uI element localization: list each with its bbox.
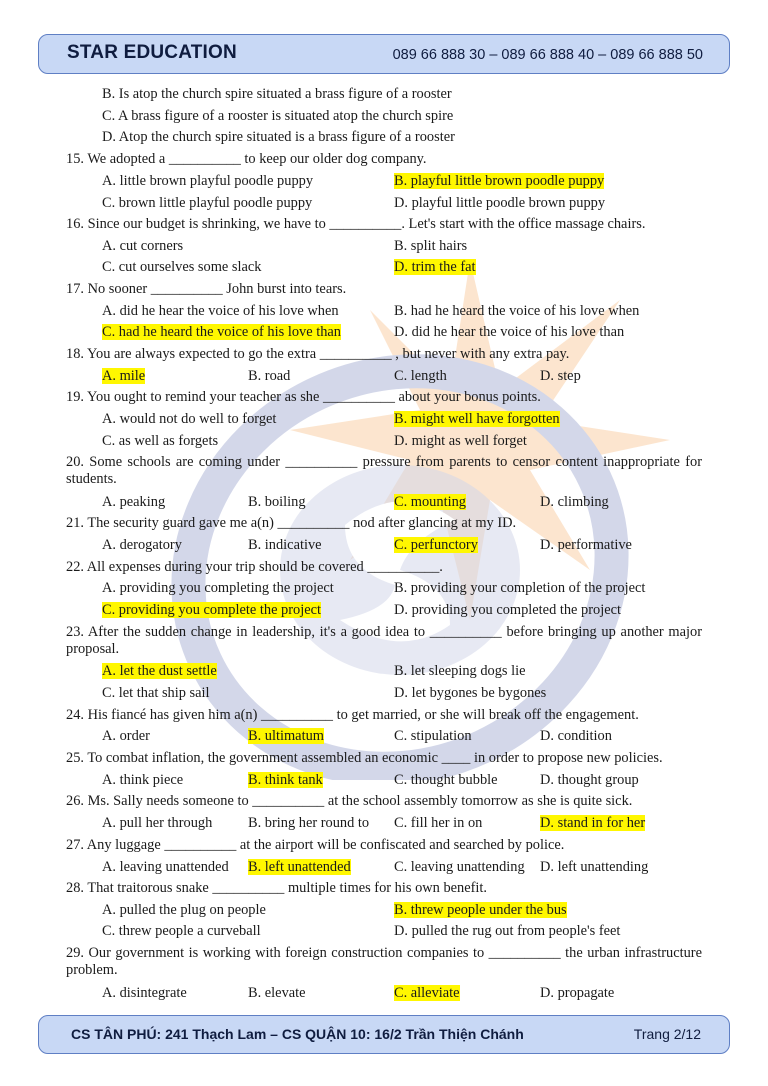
answer-option-text: B. think tank — [248, 772, 323, 788]
answer-option-text: D. left unattending — [540, 859, 649, 875]
answer-option-text: B. indicative — [248, 537, 322, 553]
answer-option-text: C. had he heard the voice of his love than — [102, 324, 341, 340]
answer-option-text: A. let the dust settle — [102, 663, 217, 679]
question-stem — [66, 389, 541, 406]
answer-option — [540, 537, 632, 554]
answer-option-text: B. left unattended — [248, 859, 351, 875]
answer-option-text: D. climbing — [540, 494, 609, 510]
answer-option — [394, 433, 527, 450]
question-stem — [66, 559, 443, 576]
answer-option-text: B. road — [248, 368, 291, 384]
question-stem-text: 16. Since our budget is shrinking, we have to __________. Let's start with the office massage chairs. — [66, 216, 646, 232]
header-bar — [38, 34, 730, 74]
answer-option-text: C. as well as forgets — [102, 433, 219, 449]
answer-option-text: B. let sleeping dogs lie — [394, 663, 526, 679]
question-stem-text: 24. His fiancé has given him a(n) __________ to get married, or she will break off the engagement. — [66, 707, 639, 723]
answer-option — [102, 494, 165, 511]
answer-option-text: B. split hairs — [394, 238, 468, 254]
question-stem-text: 29. Our government is working with foreign construction companies to __________ the urban infrastructure problem. — [66, 945, 702, 978]
answer-option — [102, 433, 218, 450]
question-stem — [66, 151, 427, 168]
question-stem-text: 22. All expenses during your trip should be covered __________. — [66, 559, 443, 575]
answer-option — [394, 195, 605, 212]
answer-option-text: D. might as well forget — [394, 433, 527, 449]
question-stem-text: 28. That traitorous snake __________ multiple times for his own benefit. — [66, 880, 487, 896]
answer-option — [394, 494, 466, 511]
answer-option-text: B. playful little brown poodle puppy — [394, 173, 605, 189]
answer-option-text: A. providing you completing the project — [102, 580, 334, 596]
answer-option-text: D. stand in for her — [540, 815, 646, 831]
question-stem-text: 25. To combat inflation, the government assembled an economic ____ in order to propose new policies. — [66, 750, 663, 766]
answer-option — [102, 259, 261, 276]
answer-option-text: B. threw people under the bus — [394, 902, 567, 918]
question-stem — [66, 837, 564, 854]
answer-option-text: D. trim the fat — [394, 259, 476, 275]
answer-option — [394, 303, 639, 320]
answer-option — [102, 195, 312, 212]
question-stem-text: 20. Some schools are coming under __________ pressure from parents to censor content inappropriate for students. — [66, 454, 702, 487]
question-stem — [66, 945, 702, 979]
answer-option-text: D. performative — [540, 537, 632, 553]
answer-option — [248, 985, 306, 1002]
answer-option — [102, 303, 339, 320]
answer-option-text: A. little brown playful poodle puppy — [102, 173, 314, 189]
question-stem-text: 18. You are always expected to go the extra __________ , but never with any extra pay. — [66, 346, 570, 362]
answer-option-text: C. let that ship sail — [102, 685, 210, 701]
answer-option — [394, 238, 467, 255]
answer-option — [248, 537, 322, 554]
answer-option — [102, 411, 276, 428]
answer-option-text: D. condition — [540, 728, 612, 744]
answer-option-text: A. would not do well to forget — [102, 411, 277, 427]
question-stem-text: 27. Any luggage __________ at the airport will be confiscated and searched by police. — [66, 837, 565, 853]
answer-option — [394, 728, 472, 745]
answer-option — [102, 580, 334, 597]
answer-option — [394, 259, 476, 276]
answer-option — [540, 494, 609, 511]
answer-option — [102, 173, 313, 190]
answer-option — [394, 537, 478, 554]
answer-option — [248, 772, 323, 789]
answer-option — [394, 685, 546, 702]
question-stem — [66, 793, 632, 810]
answer-option — [540, 815, 645, 832]
answer-option-text: A. disintegrate — [102, 985, 187, 1001]
answer-option — [394, 923, 620, 940]
answer-option-text: B. elevate — [248, 985, 306, 1001]
answer-option — [394, 663, 526, 680]
question-stem — [66, 281, 346, 298]
option-line-text: C. A brass figure of a rooster is situated atop the church spire — [102, 108, 454, 124]
answer-option — [102, 238, 183, 255]
answer-option-text: A. pull her through — [102, 815, 213, 831]
answer-option — [102, 985, 187, 1002]
question-stem — [66, 515, 516, 532]
answer-option — [394, 411, 560, 428]
answer-option-text: B. might well have forgotten — [394, 411, 560, 427]
question-stem-text: 21. The security guard gave me a(n) __________ nod after glancing at my ID. — [66, 515, 517, 531]
answer-option — [394, 772, 498, 789]
answer-option-text: D. providing you completed the project — [394, 602, 621, 618]
answer-option — [102, 324, 341, 341]
question-stem — [66, 880, 487, 897]
answer-option — [394, 368, 447, 385]
page-number: Trang 2/12 — [633, 1026, 701, 1042]
answer-option — [248, 859, 351, 876]
answer-option-text: A. think piece — [102, 772, 184, 788]
answer-option-text: A. order — [102, 728, 150, 744]
option-line — [102, 86, 452, 103]
answer-option-text: B. ultimatum — [248, 728, 324, 744]
question-stem — [66, 454, 702, 488]
answer-option — [102, 663, 217, 680]
answer-option-text: C. mounting — [394, 494, 466, 510]
answer-option — [540, 368, 581, 385]
answer-option-text: D. let bygones be bygones — [394, 685, 547, 701]
question-stem-text: 23. After the sudden change in leadership, it's a good idea to __________ before bringing up another major proposal. — [66, 624, 702, 657]
answer-option-text: C. brown little playful poodle puppy — [102, 195, 313, 211]
answer-option — [394, 859, 525, 876]
answer-option-text: C. stipulation — [394, 728, 472, 744]
option-line-text: B. Is atop the church spire situated a brass figure of a rooster — [102, 86, 452, 102]
answer-option — [394, 580, 645, 597]
answer-option-text: B. boiling — [248, 494, 306, 510]
answer-option-text: B. bring her round to — [248, 815, 370, 831]
answer-option — [102, 368, 145, 385]
answer-option — [102, 815, 212, 832]
answer-option-text: A. cut corners — [102, 238, 184, 254]
answer-option — [102, 859, 229, 876]
answer-option-text: C. threw people a curveball — [102, 923, 261, 939]
answer-option-text: C. alleviate — [394, 985, 460, 1001]
answer-option-text: B. had he heard the voice of his love when — [394, 303, 640, 319]
option-line — [102, 129, 455, 146]
answer-option-text: B. providing your completion of the project — [394, 580, 646, 596]
question-stem-text: 19. You ought to remind your teacher as she __________ about your bonus points. — [66, 389, 541, 405]
answer-option — [102, 537, 182, 554]
answer-option — [248, 815, 369, 832]
answer-option-text: A. mile — [102, 368, 146, 384]
answer-option — [102, 923, 261, 940]
answer-option-text: A. leaving unattended — [102, 859, 229, 875]
answer-option-text: C. providing you complete the project — [102, 602, 322, 618]
answer-option — [540, 985, 614, 1002]
answer-option-text: A. did he hear the voice of his love when — [102, 303, 339, 319]
answer-option-text: D. did he hear the voice of his love than — [394, 324, 625, 340]
answer-option — [540, 772, 639, 789]
answer-option — [102, 772, 183, 789]
option-line-text: D. Atop the church spire situated is a brass figure of a rooster — [102, 129, 455, 145]
answer-option-text: D. step — [540, 368, 581, 384]
answer-option-text: A. pulled the plug on people — [102, 902, 266, 918]
answer-option — [394, 173, 604, 190]
question-stem — [66, 707, 639, 724]
answer-option-text: C. cut ourselves some slack — [102, 259, 262, 275]
option-line — [102, 108, 453, 125]
phone-numbers: 089 66 888 30 – 089 66 888 40 – 089 66 888 50 — [392, 47, 703, 63]
answer-option — [248, 728, 324, 745]
answer-option — [540, 728, 612, 745]
answer-option — [394, 902, 567, 919]
question-stem — [66, 346, 569, 363]
question-stem-text: 15. We adopted a __________ to keep our older dog company. — [66, 151, 427, 167]
answer-option — [394, 602, 621, 619]
answer-option — [102, 685, 210, 702]
answer-option-text: A. peaking — [102, 494, 166, 510]
answer-option — [102, 728, 150, 745]
question-stem — [66, 624, 702, 658]
answer-option-text: C. leaving unattending — [394, 859, 525, 875]
answer-option — [102, 902, 266, 919]
answer-option — [394, 815, 482, 832]
question-stem-text: 17. No sooner __________ John burst into tears. — [66, 281, 347, 297]
question-stem-text: 26. Ms. Sally needs someone to __________ at the school assembly tomorrow as she is quite sick. — [66, 793, 633, 809]
brand-name: STAR EDUCATION — [67, 42, 237, 63]
answer-option-text: C. fill her in on — [394, 815, 483, 831]
answer-option — [248, 494, 306, 511]
answer-option-text: D. thought group — [540, 772, 639, 788]
answer-option-text: C. thought bubble — [394, 772, 498, 788]
answer-option — [102, 602, 321, 619]
answer-option-text: C. perfunctory — [394, 537, 478, 553]
answer-option — [394, 324, 624, 341]
question-stem — [66, 750, 663, 767]
answer-option — [248, 368, 290, 385]
campus-address: CS TÂN PHÚ: 241 Thạch Lam – CS QUẬN 10: 16/2 Trần Thiện Chánh — [71, 1026, 524, 1042]
answer-option — [394, 985, 460, 1002]
answer-option-text: D. propagate — [540, 985, 615, 1001]
footer-bar — [38, 1015, 730, 1054]
answer-option-text: D. playful little poodle brown puppy — [394, 195, 606, 211]
answer-option-text: C. length — [394, 368, 447, 384]
answer-option-text: D. pulled the rug out from people's feet — [394, 923, 621, 939]
answer-option-text: A. derogatory — [102, 537, 182, 553]
answer-option — [540, 859, 648, 876]
question-stem — [66, 216, 645, 233]
